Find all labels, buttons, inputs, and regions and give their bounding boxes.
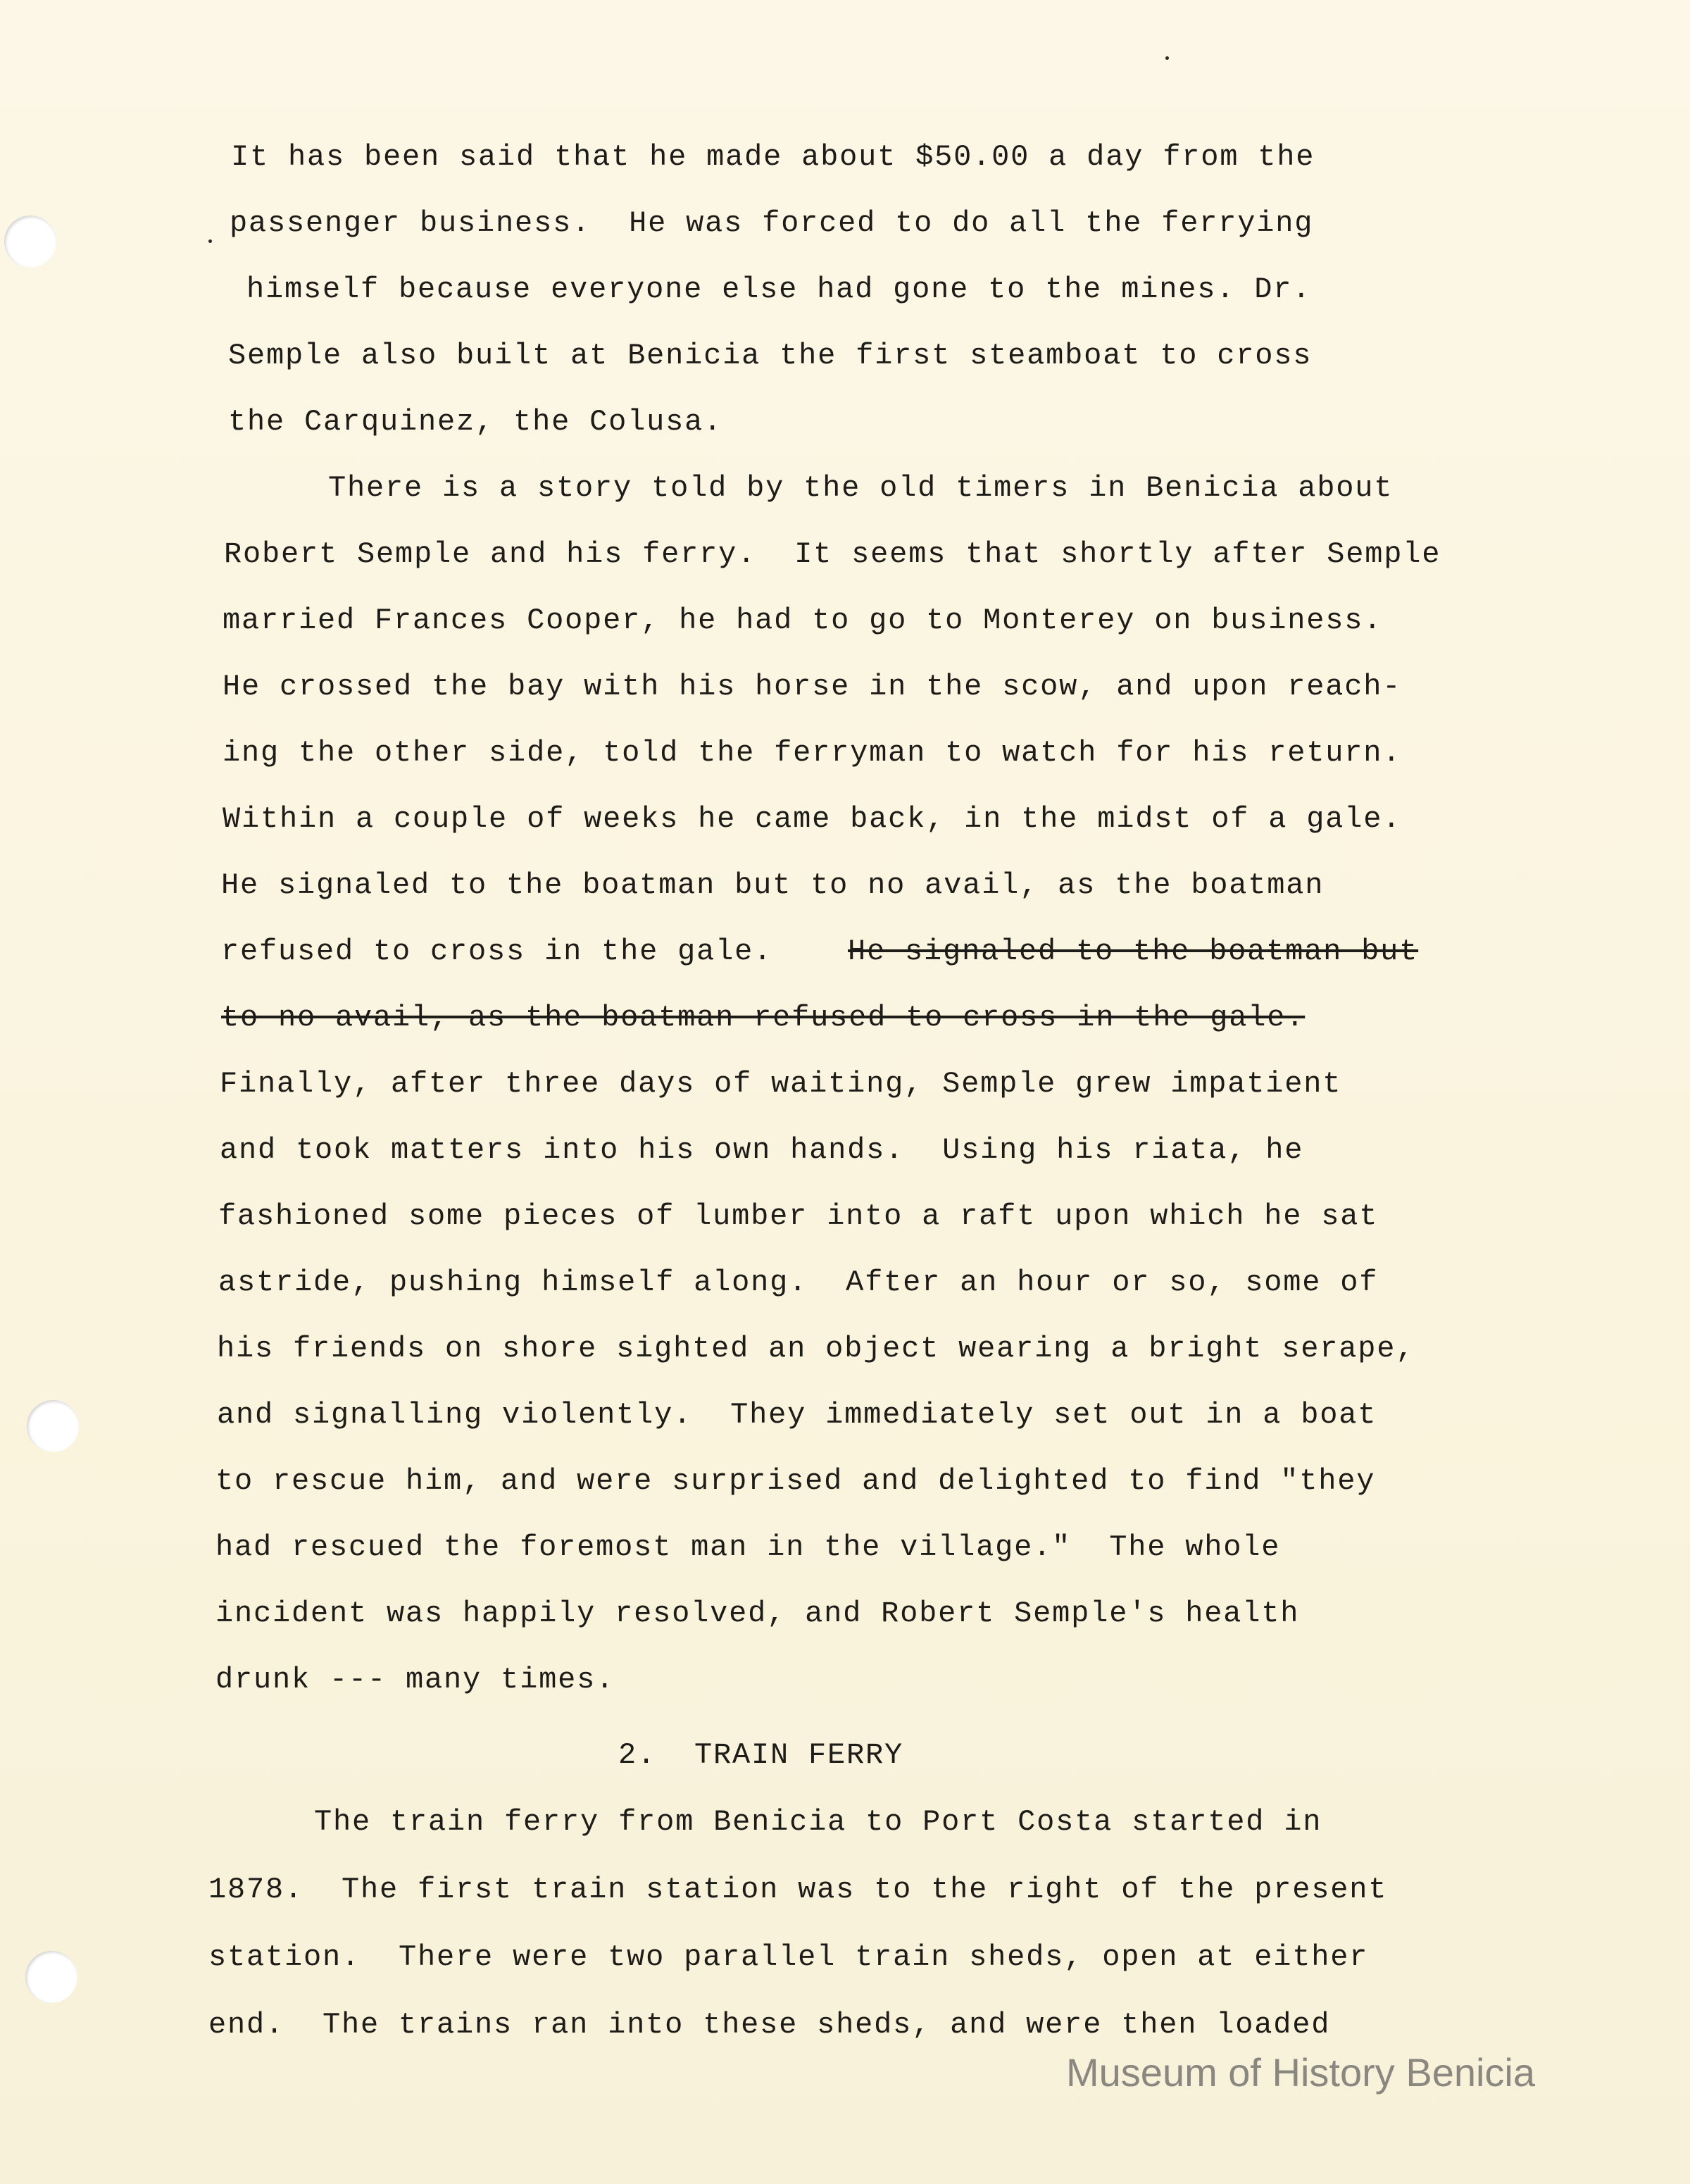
- text-line: Semple also built at Benicia the first steamboat to cross: [228, 339, 1313, 373]
- punch-hole: [4, 216, 56, 268]
- text-line: married Frances Cooper, he had to go to Monterey on business.: [223, 604, 1383, 637]
- text-line: to rescue him, and were surprised and delighted to find "they: [215, 1464, 1376, 1498]
- text-line: Robert Semple and his ferry. It seems that shortly after Semple: [224, 537, 1441, 571]
- struck-text-line: He signaled to the boatman but: [848, 935, 1419, 968]
- ink-speck: [1165, 56, 1169, 60]
- text-line: had rescued the foremost man in the village." The whole: [215, 1530, 1281, 1564]
- text-line: passenger business. He was forced to do all the ferrying: [230, 206, 1314, 240]
- text-line: Within a couple of weeks he came back, in the midst of a gale.: [223, 802, 1402, 836]
- text-line: He signaled to the boatman but to no avail, as the boatman: [221, 868, 1325, 902]
- text-line: himself because everyone else had gone to the mines. Dr.: [246, 273, 1312, 306]
- punch-hole: [25, 1951, 77, 2003]
- text-line: The train ferry from Benicia to Port Costa started in: [314, 1805, 1322, 1839]
- text-line: 1878. The first train station was to the right of the present: [208, 1873, 1388, 1907]
- text-line: It has been said that he made about $50.00 a day from the: [231, 140, 1315, 174]
- text-line: end. The trains ran into these sheds, and were then loaded: [208, 2008, 1331, 2042]
- punch-hole: [27, 1400, 79, 1452]
- text-line: incident was happily resolved, and Robert Semple's health: [215, 1597, 1300, 1630]
- text-line: There is a story told by the old timers in Benicia about: [328, 471, 1394, 505]
- text-line: refused to cross in the gale.: [221, 935, 773, 968]
- struck-text-line: to no avail, as the boatman refused to cross in the gale.: [221, 1001, 1306, 1035]
- text-line: and took matters into his own hands. Using his riata, he: [220, 1133, 1304, 1167]
- text-line: He crossed the bay with his horse in the scow, and upon reach-: [223, 670, 1402, 704]
- text-line: and signalling violently. They immediately set out in a boat: [217, 1398, 1377, 1432]
- text-line: station. There were two parallel train sheds, open at either: [208, 1940, 1369, 1974]
- text-line: his friends on shore sighted an object wearing a bright serape,: [217, 1332, 1415, 1366]
- text-line: ing the other side, told the ferryman to watch for his return.: [223, 736, 1402, 770]
- text-line: the Carquinez, the Colusa.: [228, 405, 723, 439]
- section-heading: 2. TRAIN FERRY: [618, 1738, 904, 1772]
- ink-speck: [208, 239, 212, 243]
- text-line: fashioned some pieces of lumber into a raft upon which he sat: [218, 1199, 1379, 1233]
- text-line: Finally, after three days of waiting, Semple grew impatient: [220, 1067, 1342, 1101]
- text-line: astride, pushing himself along. After an hour or so, some of: [218, 1266, 1379, 1299]
- museum-watermark: Museum of History Benicia: [1066, 2050, 1536, 2095]
- text-line: drunk --- many times.: [215, 1663, 615, 1697]
